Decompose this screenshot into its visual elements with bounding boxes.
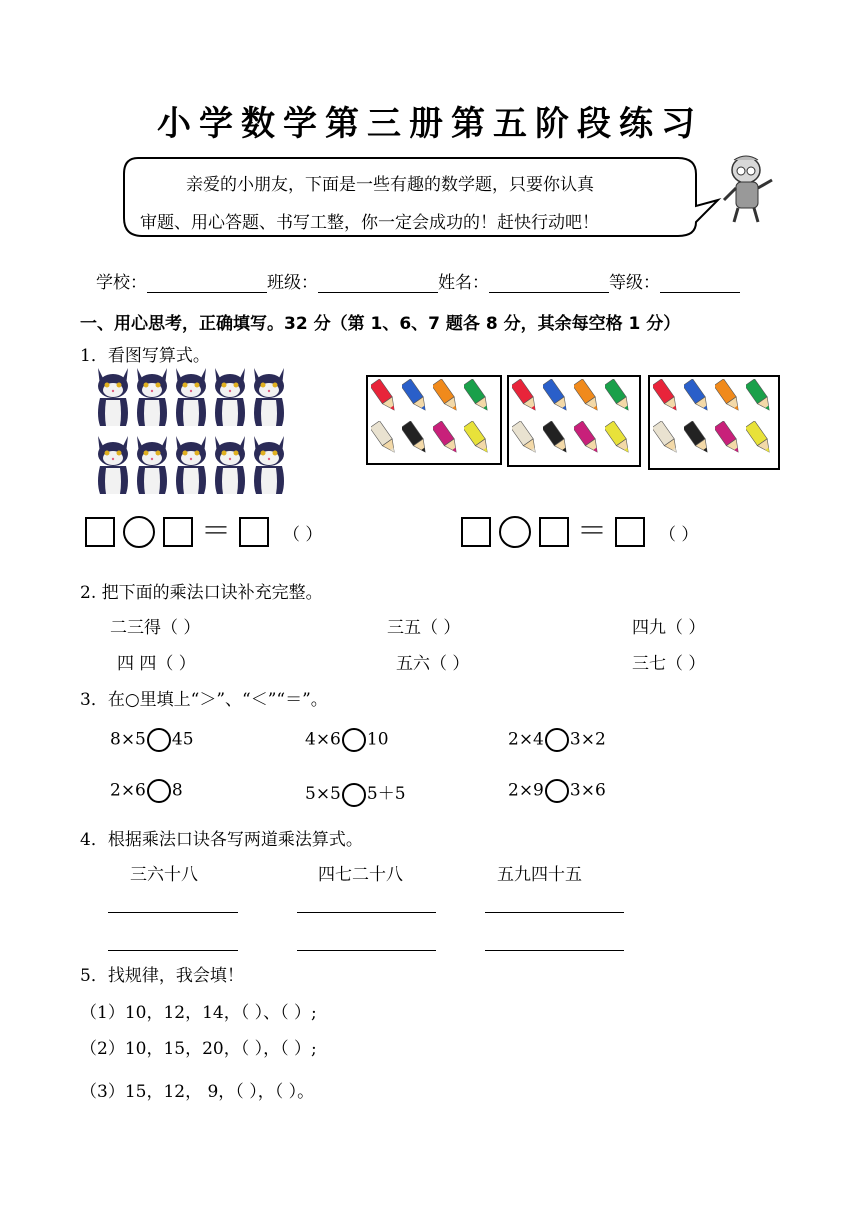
q2-item[interactable]: 四九（ ） [632, 618, 706, 638]
grade-label: 等级： [609, 273, 660, 293]
intro-line-2: 审题、用心答题、书写工整，你一定会成功的！赶快行动吧！ [140, 213, 599, 233]
q3-item: 5×5 5＋5 [305, 779, 406, 807]
cat-icon [131, 364, 173, 428]
compare-circle[interactable] [342, 783, 366, 807]
cat-icon [248, 432, 290, 496]
grade-field[interactable] [660, 274, 740, 293]
pencil-icon [684, 379, 712, 415]
info-row [96, 268, 740, 293]
q1-equation-left [85, 516, 322, 548]
name-label: 姓名： [438, 273, 489, 293]
answer-square[interactable] [163, 517, 193, 547]
equals-sign: ＝ [577, 514, 607, 549]
pencil-icon [653, 379, 681, 415]
answer-square[interactable] [239, 517, 269, 547]
pencil-icon [433, 421, 461, 457]
pencil-icon [574, 421, 602, 457]
operator-circle[interactable] [123, 516, 155, 548]
pencil-icon [402, 421, 430, 457]
cat-icon [92, 432, 134, 496]
compare-circle[interactable] [147, 779, 171, 803]
q3-label: 3．在○里填上“＞”、“＜”“＝”。 [80, 690, 328, 710]
pencil-icon [605, 421, 633, 457]
q3-item: 4×6 10 [305, 728, 389, 752]
pencil-icon [512, 379, 540, 415]
answer-square[interactable] [85, 517, 115, 547]
pencil-icon [715, 379, 743, 415]
school-label: 学校： [96, 273, 147, 293]
cat-icon [248, 364, 290, 428]
cat-icon [170, 364, 212, 428]
compare-circle[interactable] [545, 779, 569, 803]
q2-item[interactable]: 四 四（ ） [117, 654, 196, 674]
answer-square[interactable] [615, 517, 645, 547]
q2-item[interactable]: 三五（ ） [387, 618, 461, 638]
operator-circle[interactable] [499, 516, 531, 548]
answer-line[interactable] [108, 950, 238, 951]
name-field[interactable] [489, 274, 609, 293]
class-field[interactable] [318, 274, 438, 293]
compare-circle[interactable] [342, 728, 366, 752]
intro-line-1: 亲爱的小朋友，下面是一些有趣的数学题，只要你认真 [186, 175, 594, 195]
pencil-icon [746, 379, 774, 415]
answer-line[interactable] [108, 912, 238, 913]
pencil-icon [746, 421, 774, 457]
cat-icon [170, 432, 212, 496]
q1-equation-right [461, 516, 698, 548]
q2-label: 2. 把下面的乘法口诀补充完整。 [80, 583, 323, 603]
pencil-icon [512, 421, 540, 457]
q4-label: 4．根据乘法口诀各写两道乘法算式。 [80, 830, 363, 850]
pencil-icon [543, 379, 571, 415]
pencil-icon [653, 421, 681, 457]
q2-item[interactable]: 二三得（ ） [110, 618, 201, 638]
teacher-cartoon-icon [716, 152, 780, 226]
q2-item[interactable]: 五六（ ） [396, 654, 470, 674]
q4-rhyme: 五九四十五 [497, 865, 582, 885]
answer-square[interactable] [539, 517, 569, 547]
cat-icon [209, 432, 251, 496]
page-title: 小学数学第三册第五阶段练习 [157, 104, 703, 144]
answer-line[interactable] [485, 912, 624, 913]
q4-rhyme: 三六十八 [130, 865, 198, 885]
section1-heading: 一、用心思考，正确填写。32 分（第 1、6、7 题各 8 分，其余每空格 1 分） [80, 314, 681, 334]
pencil-icon [574, 379, 602, 415]
pencil-icon [433, 379, 461, 415]
q2-item[interactable]: 三七（ ） [632, 654, 706, 674]
answer-line[interactable] [297, 912, 436, 913]
cat-icon [92, 364, 134, 428]
class-label: 班级： [267, 273, 318, 293]
pencil-icon [464, 421, 492, 457]
answer-line[interactable] [297, 950, 436, 951]
q5-item[interactable]: （1）10，12，14，（ ）、（ ）; [80, 1003, 317, 1023]
pencil-icon [605, 379, 633, 415]
pencil-icon [464, 379, 492, 415]
pencil-icon [543, 421, 571, 457]
q3-item: 2×9 3×6 [508, 779, 606, 803]
pencil-icon [371, 421, 399, 457]
q3-item: 8×5 45 [110, 728, 194, 752]
pencil-icon [684, 421, 712, 457]
q3-item: 2×6 8 [110, 779, 183, 803]
answer-line[interactable] [485, 950, 624, 951]
answer-square[interactable] [461, 517, 491, 547]
q4-rhyme: 四七二十八 [318, 865, 403, 885]
compare-circle[interactable] [147, 728, 171, 752]
pencil-icon [371, 379, 399, 415]
equals-sign: ＝ [201, 514, 231, 549]
cat-icon [209, 364, 251, 428]
q5-item[interactable]: （3）15，12， 9，（ ），（ ）。 [80, 1082, 315, 1102]
pencil-icon [715, 421, 743, 457]
q1-label: 1．看图写算式。 [80, 346, 210, 366]
q5-label: 5．找规律，我会填！ [80, 966, 244, 986]
q3-item: 2×4 3×2 [508, 728, 606, 752]
unit-paren[interactable]: （ ） [659, 524, 699, 545]
pencil-icon [402, 379, 430, 415]
q5-item[interactable]: （2）10，15，20，（ ），（ ）; [80, 1039, 317, 1059]
compare-circle[interactable] [545, 728, 569, 752]
school-field[interactable] [147, 274, 267, 293]
cat-icon [131, 432, 173, 496]
unit-paren[interactable]: （ ） [283, 524, 323, 545]
